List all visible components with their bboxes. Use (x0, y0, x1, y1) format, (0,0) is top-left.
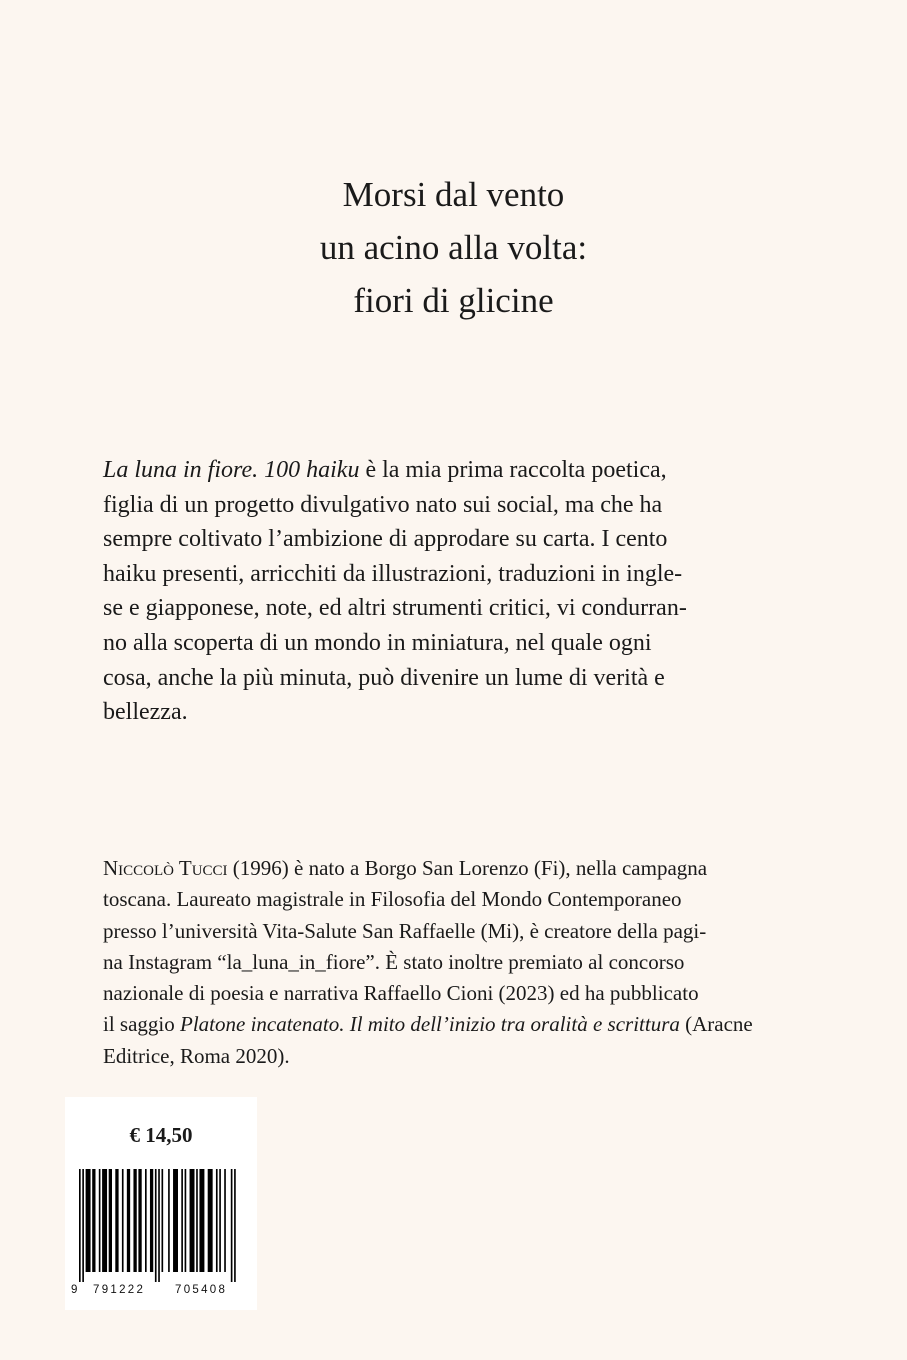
barcode-bar (199, 1169, 204, 1272)
barcode-bar (122, 1169, 124, 1272)
barcode-bar (219, 1169, 221, 1272)
bio-line-2: toscana. Laureato magistrale in Filosofia del Mondo Contemporaneo (103, 887, 682, 912)
barcode-bar (99, 1169, 101, 1272)
barcode-bar (181, 1169, 183, 1272)
bio-line-7: Editrice, Roma 2020). (103, 1043, 290, 1068)
barcode-bar (102, 1169, 107, 1272)
ean-left-digits: 791222 (93, 1284, 146, 1296)
barcode-bar (224, 1169, 226, 1272)
barcode-bar (162, 1169, 164, 1272)
haiku-line-2: un acino alla volta: (319, 228, 588, 267)
barcode-bar (138, 1169, 141, 1272)
barcode-bar (79, 1169, 81, 1282)
barcode-bar (208, 1169, 213, 1272)
haiku-line-3: fiori di glicine (353, 281, 554, 320)
bio-line-1 (103, 853, 806, 884)
barcode-bar (190, 1169, 195, 1272)
barcode (75, 1169, 250, 1282)
bio-line-3: presso l’università Vita-Salute San Raffaelle (Mi), è creatore della pagi- (103, 918, 707, 943)
book-description (103, 453, 806, 730)
bio-line-4: na Instagram “la_luna_in_fiore”. È stato inoltre premiato al concorso (103, 949, 685, 974)
barcode-bar (150, 1169, 153, 1272)
barcode-bar (155, 1169, 157, 1282)
blurb-line-1-rest: è la mia prima raccolta poetica, (359, 457, 667, 483)
book-title: La luna in fiore. 100 haiku (103, 457, 360, 483)
author-name: Niccolò Tucci (103, 856, 228, 880)
blurb-line-3: sempre coltivato l’ambizione di approdare su carta. I cento (103, 526, 668, 553)
barcode-bar (133, 1169, 136, 1272)
ean-right-digits: 705408 (175, 1284, 228, 1296)
haiku (0, 168, 907, 327)
bio-line-1-rest: (1996) è nato a Borgo San Lorenzo (Fi), nella campagna (227, 856, 708, 880)
barcode-bar (127, 1169, 130, 1272)
barcode-bar (234, 1169, 236, 1282)
blurb-line-4: haiku presenti, arricchiti da illustrazioni, traduzioni in ingle- (103, 560, 683, 587)
author-bio (103, 853, 806, 1072)
barcode-bar (86, 1169, 91, 1272)
blurb-line-8: bellezza. (103, 699, 188, 726)
price-label: € 14,50 (129, 1123, 193, 1147)
essay-title: Platone incatenato. Il mito dell’inizio tra oralità e scrittura (180, 1012, 680, 1037)
blurb-line-1 (103, 453, 806, 488)
bio-line-6-start: il saggio (103, 1012, 180, 1037)
barcode-bar (196, 1169, 198, 1272)
barcode-bar (168, 1169, 170, 1272)
bio-line-6-end: (Aracne (679, 1012, 753, 1037)
barcode-bar (185, 1169, 187, 1272)
barcode-box (65, 1097, 257, 1310)
barcode-bar (173, 1169, 178, 1272)
blurb-line-5: se e giapponese, note, ed altri strumenti critici, vi condurran- (103, 595, 687, 622)
blurb-line-7: cosa, anche la più minuta, può divenire un lume di verità e (103, 664, 665, 691)
barcode-bar (109, 1169, 112, 1272)
barcode-bar (82, 1169, 84, 1282)
bio-line-6 (103, 1009, 806, 1040)
blurb-line-2: figlia di un progetto divulgativo nato sui social, ma che ha (103, 491, 663, 518)
haiku-line-1: Morsi dal vento (342, 175, 565, 214)
bio-line-5: nazionale di poesia e narrativa Raffaello Cioni (2023) ed ha pubblicato (103, 981, 699, 1006)
blurb-line-6: no alla scoperta di un mondo in miniatura, nel quale ogni (103, 629, 652, 656)
barcode-bar (92, 1169, 95, 1272)
barcode-bar (231, 1169, 233, 1282)
ean-first-digit: 9 (71, 1284, 78, 1296)
barcode-bar (216, 1169, 218, 1272)
barcode-bar (158, 1169, 160, 1282)
barcode-bar (115, 1169, 118, 1272)
barcode-bar (145, 1169, 147, 1272)
